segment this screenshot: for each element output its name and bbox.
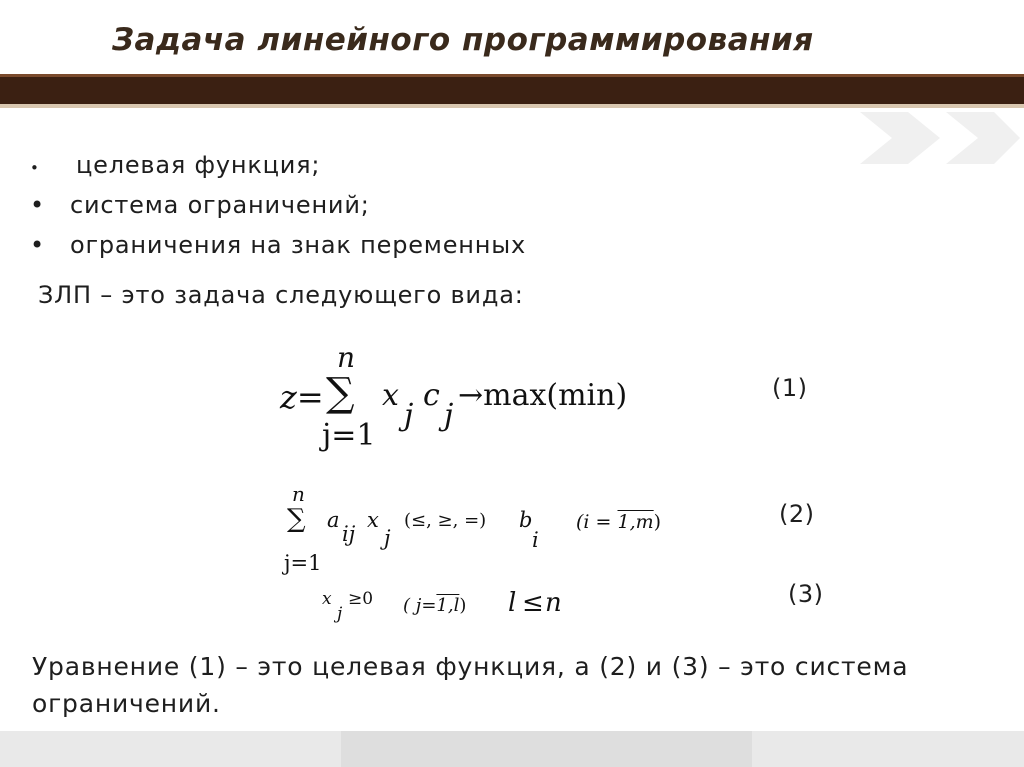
eq3-range-open: ( j= (403, 595, 437, 616)
eq3-number: (3) (788, 580, 824, 608)
chevron-right-icon (946, 112, 1020, 164)
eq1-rhs: →max(min) (458, 378, 628, 413)
eq3-range-over: 1,l (436, 595, 460, 616)
bullet-text: ограничения на знак переменных (70, 231, 526, 259)
chevron-right-icon (860, 112, 940, 164)
eq1-c: c (423, 378, 440, 413)
eq3-le: ≤ (522, 588, 544, 618)
eq2-sum-lower: j=1 (284, 551, 322, 575)
list-item (30, 145, 526, 185)
eq3-x-sub: j (337, 604, 343, 624)
bullet-list (30, 145, 526, 265)
eq2-a-sub: ij (342, 522, 356, 546)
title-band (0, 74, 1024, 104)
bullet-text: система ограничений; (70, 191, 370, 219)
slide-title: Задача линейного программирования (112, 22, 814, 58)
eq2-sum-symbol: ∑ (287, 504, 306, 534)
eq1-lhs: z= (280, 378, 324, 416)
title-band-edge (0, 104, 1024, 108)
eq2-a: a (327, 508, 340, 532)
intro-text: ЗЛП – это задача следующего вида: (38, 281, 524, 309)
eq2-b: b (519, 508, 533, 532)
eq2-x: x (367, 508, 379, 532)
eq2-relation: (≤, ≥, =) (404, 510, 487, 531)
eq2-sum-upper: n (292, 482, 305, 506)
footer-bar-center (341, 731, 752, 767)
bullet-text: целевая функция; (76, 151, 321, 179)
eq2-range-over: 1,m (617, 511, 654, 533)
bullet-dot-icon: • (30, 231, 45, 259)
eq3-range (403, 595, 466, 616)
eq1-number: (1) (772, 374, 808, 402)
decorative-chevrons (860, 110, 1020, 166)
eq1-sum-upper: n (337, 341, 356, 374)
list-item (30, 185, 526, 225)
summary-text: Уравнение (1) – это целевая функция, а (2) и (3) – это система ограничений. (32, 652, 909, 718)
eq1-sum-symbol: ∑ (326, 370, 355, 416)
eq2-b-sub: i (532, 528, 539, 552)
bullet-dot-icon: • (30, 159, 40, 177)
eq3-x: x (322, 589, 332, 609)
eq3-n: n (545, 588, 562, 618)
eq3-range-close: ) (459, 595, 467, 616)
eq1-sum-lower: j=1 (322, 418, 376, 453)
eq3-l: l (508, 588, 517, 618)
eq1-x-sub: j (404, 398, 414, 433)
eq2-range (576, 511, 661, 533)
eq1-x: x (382, 378, 399, 413)
eq3-condition: ≥0 (348, 589, 374, 609)
eq2-x-sub: j (384, 526, 391, 550)
eq2-range-open: (i = (576, 511, 618, 533)
eq2-range-close: ) (653, 511, 662, 533)
eq1-c-sub: j (444, 398, 454, 433)
eq2-number: (2) (779, 500, 815, 528)
bullet-dot-icon: • (30, 191, 45, 219)
list-item (30, 225, 526, 265)
